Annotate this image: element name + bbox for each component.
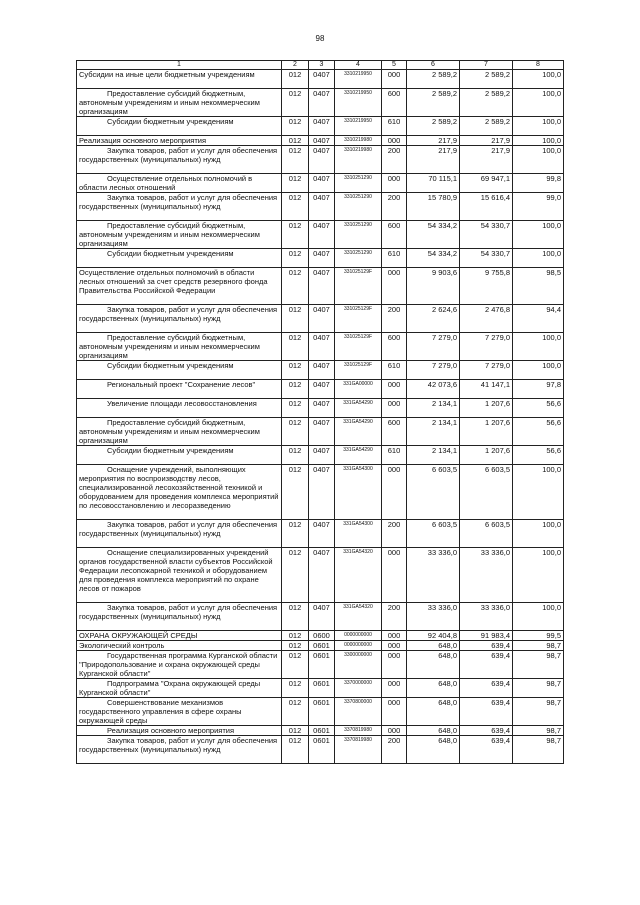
planned-amount: 2 134,1 (407, 418, 460, 446)
execution-percent: 97,8 (513, 380, 564, 399)
section-code: 0407 (309, 520, 335, 548)
target-article-code: 331GA54290 (335, 418, 382, 446)
section-code: 0407 (309, 361, 335, 380)
col-header: 8 (513, 61, 564, 70)
section-code: 0407 (309, 89, 335, 117)
executed-amount: 9 755,8 (460, 268, 513, 305)
executed-amount: 639,4 (460, 651, 513, 679)
executed-amount: 6 603,5 (460, 520, 513, 548)
row-name: Реализация основного мероприятия (77, 726, 282, 736)
planned-amount: 2 134,1 (407, 399, 460, 418)
table-row (77, 70, 564, 89)
admin-code: 012 (282, 520, 309, 548)
execution-percent: 100,0 (513, 548, 564, 603)
executed-amount: 639,4 (460, 726, 513, 736)
row-name: Осуществление отдельных полномочий в области лесных отношений за счет средств резервного фонда Правительства Российской Федерации (77, 268, 282, 305)
header-row (77, 61, 564, 70)
admin-code: 012 (282, 603, 309, 631)
expense-type-code: 600 (382, 418, 407, 446)
expense-type-code: 610 (382, 117, 407, 136)
target-article-code: 331GA00000 (335, 380, 382, 399)
section-code: 0601 (309, 679, 335, 698)
section-code: 0601 (309, 726, 335, 736)
row-name: Оснащение специализированных учреждений органов государственной власти субъектов Российской Федерации лесопожарной техникой и оборудованием для проведения комплекса мероприятий по охране лесов от пожаров (77, 548, 282, 603)
section-code: 0407 (309, 446, 335, 465)
row-name: Предоставление субсидий бюджетным, автономным учреждениям и иным некоммерческим организациям (77, 89, 282, 117)
section-code: 0407 (309, 399, 335, 418)
section-code: 0407 (309, 548, 335, 603)
section-code: 0407 (309, 268, 335, 305)
table-row (77, 698, 564, 726)
admin-code: 012 (282, 698, 309, 726)
table-row (77, 548, 564, 603)
target-article-code: 3310219950 (335, 117, 382, 136)
row-name: Реализация основного мероприятия (77, 136, 282, 146)
expense-type-code: 610 (382, 249, 407, 268)
execution-percent: 98,7 (513, 736, 564, 764)
planned-amount: 648,0 (407, 679, 460, 698)
target-article-code: 331GA54290 (335, 399, 382, 418)
planned-amount: 92 404,8 (407, 631, 460, 641)
expense-type-code: 000 (382, 174, 407, 193)
col-header: 1 (77, 61, 282, 70)
planned-amount: 648,0 (407, 726, 460, 736)
expense-type-code: 000 (382, 726, 407, 736)
planned-amount: 2 589,2 (407, 70, 460, 89)
admin-code: 012 (282, 249, 309, 268)
admin-code: 012 (282, 641, 309, 651)
execution-percent: 100,0 (513, 603, 564, 631)
table-row (77, 221, 564, 249)
table-row (77, 146, 564, 174)
table-row (77, 136, 564, 146)
executed-amount: 7 279,0 (460, 361, 513, 380)
section-code: 0407 (309, 193, 335, 221)
executed-amount: 639,4 (460, 736, 513, 764)
table-row (77, 380, 564, 399)
table-row (77, 726, 564, 736)
table-row (77, 361, 564, 380)
admin-code: 012 (282, 548, 309, 603)
target-article-code: 331GA54320 (335, 603, 382, 631)
execution-percent: 100,0 (513, 465, 564, 520)
table-row (77, 603, 564, 631)
execution-percent: 98,7 (513, 641, 564, 651)
target-article-code: 3310219950 (335, 70, 382, 89)
execution-percent: 98,7 (513, 679, 564, 698)
target-article-code: 3370000000 (335, 679, 382, 698)
executed-amount: 1 207,6 (460, 418, 513, 446)
execution-percent: 100,0 (513, 361, 564, 380)
table-row (77, 679, 564, 698)
col-header: 7 (460, 61, 513, 70)
executed-amount: 2 589,2 (460, 117, 513, 136)
table-row (77, 631, 564, 641)
row-name: Увеличение площади лесовосстановления (77, 399, 282, 418)
execution-percent: 100,0 (513, 333, 564, 361)
table-row (77, 446, 564, 465)
planned-amount: 33 336,0 (407, 603, 460, 631)
row-name: Предоставление субсидий бюджетным, автономным учреждениям и иным некоммерческим организациям (77, 221, 282, 249)
planned-amount: 33 336,0 (407, 548, 460, 603)
admin-code: 012 (282, 268, 309, 305)
executed-amount: 2 476,8 (460, 305, 513, 333)
section-code: 0407 (309, 305, 335, 333)
expense-type-code: 600 (382, 89, 407, 117)
table-row (77, 305, 564, 333)
table-row (77, 117, 564, 136)
admin-code: 012 (282, 399, 309, 418)
admin-code: 012 (282, 465, 309, 520)
section-code: 0407 (309, 146, 335, 174)
table-row (77, 174, 564, 193)
admin-code: 012 (282, 679, 309, 698)
target-article-code: 331025129F (335, 268, 382, 305)
executed-amount: 69 947,1 (460, 174, 513, 193)
execution-percent: 100,0 (513, 70, 564, 89)
target-article-code: 3300000000 (335, 651, 382, 679)
section-code: 0407 (309, 117, 335, 136)
expense-type-code: 610 (382, 446, 407, 465)
execution-percent: 100,0 (513, 520, 564, 548)
row-name: ОХРАНА ОКРУЖАЮЩЕЙ СРЕДЫ (77, 631, 282, 641)
target-article-code: 331GA54300 (335, 465, 382, 520)
expense-type-code: 000 (382, 70, 407, 89)
section-code: 0407 (309, 174, 335, 193)
target-article-code: 3310251290 (335, 249, 382, 268)
table-row (77, 249, 564, 268)
target-article-code: 0000000000 (335, 641, 382, 651)
row-name: Закупка товаров, работ и услуг для обеспечения государственных (муниципальных) нужд (77, 736, 282, 764)
section-code: 0407 (309, 221, 335, 249)
target-article-code: 3310219950 (335, 89, 382, 117)
section-code: 0407 (309, 603, 335, 631)
executed-amount: 54 330,7 (460, 221, 513, 249)
section-code: 0407 (309, 333, 335, 361)
planned-amount: 6 603,5 (407, 465, 460, 520)
row-name: Субсидии бюджетным учреждениям (77, 361, 282, 380)
admin-code: 012 (282, 193, 309, 221)
section-code: 0407 (309, 465, 335, 520)
executed-amount: 33 336,0 (460, 548, 513, 603)
table-row (77, 520, 564, 548)
planned-amount: 54 334,2 (407, 249, 460, 268)
expense-type-code: 000 (382, 380, 407, 399)
expense-type-code: 000 (382, 679, 407, 698)
table-row (77, 651, 564, 679)
planned-amount: 7 279,0 (407, 361, 460, 380)
row-name: Государственная программа Курганской области "Природопользование и охрана окружающей среды Курганской области" (77, 651, 282, 679)
admin-code: 012 (282, 146, 309, 174)
row-name: Совершенствование механизмов государственного управления в сфере охраны окружающей среды (77, 698, 282, 726)
admin-code: 012 (282, 736, 309, 764)
execution-percent: 98,7 (513, 698, 564, 726)
target-article-code: 3310251290 (335, 193, 382, 221)
execution-percent: 100,0 (513, 249, 564, 268)
target-article-code: 3310251290 (335, 174, 382, 193)
target-article-code: 331025129F (335, 305, 382, 333)
page-number: 98 (315, 34, 325, 43)
row-name: Закупка товаров, работ и услуг для обеспечения государственных (муниципальных) нужд (77, 193, 282, 221)
target-article-code: 331025129F (335, 361, 382, 380)
expense-type-code: 600 (382, 333, 407, 361)
execution-percent: 98,7 (513, 651, 564, 679)
budget-table (76, 60, 564, 764)
expense-type-code: 000 (382, 399, 407, 418)
execution-percent: 56,6 (513, 418, 564, 446)
planned-amount: 2 624,6 (407, 305, 460, 333)
table-row (77, 268, 564, 305)
row-name: Закупка товаров, работ и услуг для обеспечения государственных (муниципальных) нужд (77, 146, 282, 174)
section-code: 0601 (309, 698, 335, 726)
planned-amount: 217,9 (407, 136, 460, 146)
planned-amount: 217,9 (407, 146, 460, 174)
planned-amount: 2 134,1 (407, 446, 460, 465)
execution-percent: 56,6 (513, 399, 564, 418)
table-row (77, 193, 564, 221)
planned-amount: 2 589,2 (407, 117, 460, 136)
row-name: Закупка товаров, работ и услуг для обеспечения государственных (муниципальных) нужд (77, 603, 282, 631)
planned-amount: 2 589,2 (407, 89, 460, 117)
admin-code: 012 (282, 136, 309, 146)
expense-type-code: 200 (382, 520, 407, 548)
executed-amount: 639,4 (460, 679, 513, 698)
admin-code: 012 (282, 380, 309, 399)
section-code: 0600 (309, 631, 335, 641)
admin-code: 012 (282, 361, 309, 380)
planned-amount: 9 903,6 (407, 268, 460, 305)
admin-code: 012 (282, 631, 309, 641)
expense-type-code: 200 (382, 305, 407, 333)
target-article-code: 0000000000 (335, 631, 382, 641)
row-name: Закупка товаров, работ и услуг для обеспечения государственных (муниципальных) нужд (77, 520, 282, 548)
executed-amount: 1 207,6 (460, 446, 513, 465)
executed-amount: 41 147,1 (460, 380, 513, 399)
admin-code: 012 (282, 446, 309, 465)
executed-amount: 217,9 (460, 146, 513, 174)
executed-amount: 33 336,0 (460, 603, 513, 631)
target-article-code: 3370800000 (335, 698, 382, 726)
row-name: Оснащение учреждений, выполняющих мероприятия по воспроизводству лесов, специализированной лесохозяйственной техникой и оборудованием для проведения комплекса мероприятий по лесовосстановлению и лесоразведению (77, 465, 282, 520)
planned-amount: 7 279,0 (407, 333, 460, 361)
executed-amount: 639,4 (460, 641, 513, 651)
admin-code: 012 (282, 117, 309, 136)
admin-code: 012 (282, 174, 309, 193)
execution-percent: 99,5 (513, 631, 564, 641)
executed-amount: 1 207,6 (460, 399, 513, 418)
execution-percent: 100,0 (513, 117, 564, 136)
row-name: Осуществление отдельных полномочий в области лесных отношений (77, 174, 282, 193)
target-article-code: 331GA54300 (335, 520, 382, 548)
col-header: 6 (407, 61, 460, 70)
expense-type-code: 000 (382, 136, 407, 146)
section-code: 0601 (309, 641, 335, 651)
row-name: Экологический контроль (77, 641, 282, 651)
executed-amount: 2 589,2 (460, 70, 513, 89)
row-name: Подпрограмма "Охрана окружающей среды Курганской области" (77, 679, 282, 698)
section-code: 0407 (309, 418, 335, 446)
table-row (77, 333, 564, 361)
expense-type-code: 000 (382, 465, 407, 520)
admin-code: 012 (282, 418, 309, 446)
expense-type-code: 610 (382, 361, 407, 380)
admin-code: 012 (282, 726, 309, 736)
execution-percent: 99,8 (513, 174, 564, 193)
planned-amount: 15 780,9 (407, 193, 460, 221)
target-article-code: 3370819980 (335, 726, 382, 736)
expense-type-code: 000 (382, 548, 407, 603)
col-header: 4 (335, 61, 382, 70)
table-row (77, 418, 564, 446)
row-name: Субсидии бюджетным учреждениям (77, 117, 282, 136)
section-code: 0407 (309, 249, 335, 268)
expense-type-code: 200 (382, 193, 407, 221)
execution-percent: 99,0 (513, 193, 564, 221)
target-article-code: 331025129F (335, 333, 382, 361)
executed-amount: 91 983,4 (460, 631, 513, 641)
row-name: Субсидии бюджетным учреждениям (77, 249, 282, 268)
col-header: 3 (309, 61, 335, 70)
executed-amount: 217,9 (460, 136, 513, 146)
execution-percent: 56,6 (513, 446, 564, 465)
execution-percent: 100,0 (513, 221, 564, 249)
row-name: Региональный проект "Сохранение лесов" (77, 380, 282, 399)
section-code: 0601 (309, 651, 335, 679)
planned-amount: 54 334,2 (407, 221, 460, 249)
expense-type-code: 600 (382, 221, 407, 249)
expense-type-code: 200 (382, 736, 407, 764)
col-header: 5 (382, 61, 407, 70)
target-article-code: 331GA54290 (335, 446, 382, 465)
executed-amount: 6 603,5 (460, 465, 513, 520)
planned-amount: 42 073,6 (407, 380, 460, 399)
table-row (77, 641, 564, 651)
executed-amount: 7 279,0 (460, 333, 513, 361)
expense-type-code: 000 (382, 651, 407, 679)
section-code: 0407 (309, 70, 335, 89)
planned-amount: 648,0 (407, 736, 460, 764)
planned-amount: 70 115,1 (407, 174, 460, 193)
row-name: Предоставление субсидий бюджетным, автономным учреждениям и иным некоммерческим организациям (77, 333, 282, 361)
section-code: 0407 (309, 136, 335, 146)
table-row (77, 736, 564, 764)
execution-percent: 100,0 (513, 136, 564, 146)
row-name: Предоставление субсидий бюджетным, автономным учреждениям и иным некоммерческим организациям (77, 418, 282, 446)
execution-percent: 98,7 (513, 726, 564, 736)
executed-amount: 15 616,4 (460, 193, 513, 221)
table-row (77, 89, 564, 117)
section-code: 0601 (309, 736, 335, 764)
expense-type-code: 000 (382, 698, 407, 726)
table-row (77, 465, 564, 520)
planned-amount: 648,0 (407, 651, 460, 679)
admin-code: 012 (282, 333, 309, 361)
execution-percent: 94,4 (513, 305, 564, 333)
row-name: Субсидии на иные цели бюджетным учреждениям (77, 70, 282, 89)
admin-code: 012 (282, 70, 309, 89)
col-header: 2 (282, 61, 309, 70)
expense-type-code: 000 (382, 631, 407, 641)
target-article-code: 331GA54320 (335, 548, 382, 603)
admin-code: 012 (282, 305, 309, 333)
section-code: 0407 (309, 380, 335, 399)
target-article-code: 3310251290 (335, 221, 382, 249)
admin-code: 012 (282, 89, 309, 117)
execution-percent: 98,5 (513, 268, 564, 305)
row-name: Закупка товаров, работ и услуг для обеспечения государственных (муниципальных) нужд (77, 305, 282, 333)
expense-type-code: 000 (382, 268, 407, 305)
planned-amount: 648,0 (407, 698, 460, 726)
target-article-code: 3370819980 (335, 736, 382, 764)
executed-amount: 2 589,2 (460, 89, 513, 117)
execution-percent: 100,0 (513, 89, 564, 117)
expense-type-code: 000 (382, 641, 407, 651)
admin-code: 012 (282, 651, 309, 679)
target-article-code: 3310219980 (335, 136, 382, 146)
execution-percent: 100,0 (513, 146, 564, 174)
row-name: Субсидии бюджетным учреждениям (77, 446, 282, 465)
admin-code: 012 (282, 221, 309, 249)
planned-amount: 648,0 (407, 641, 460, 651)
planned-amount: 6 603,5 (407, 520, 460, 548)
executed-amount: 54 330,7 (460, 249, 513, 268)
target-article-code: 3310219980 (335, 146, 382, 174)
table-row (77, 399, 564, 418)
expense-type-code: 200 (382, 146, 407, 174)
expense-type-code: 200 (382, 603, 407, 631)
executed-amount: 639,4 (460, 698, 513, 726)
